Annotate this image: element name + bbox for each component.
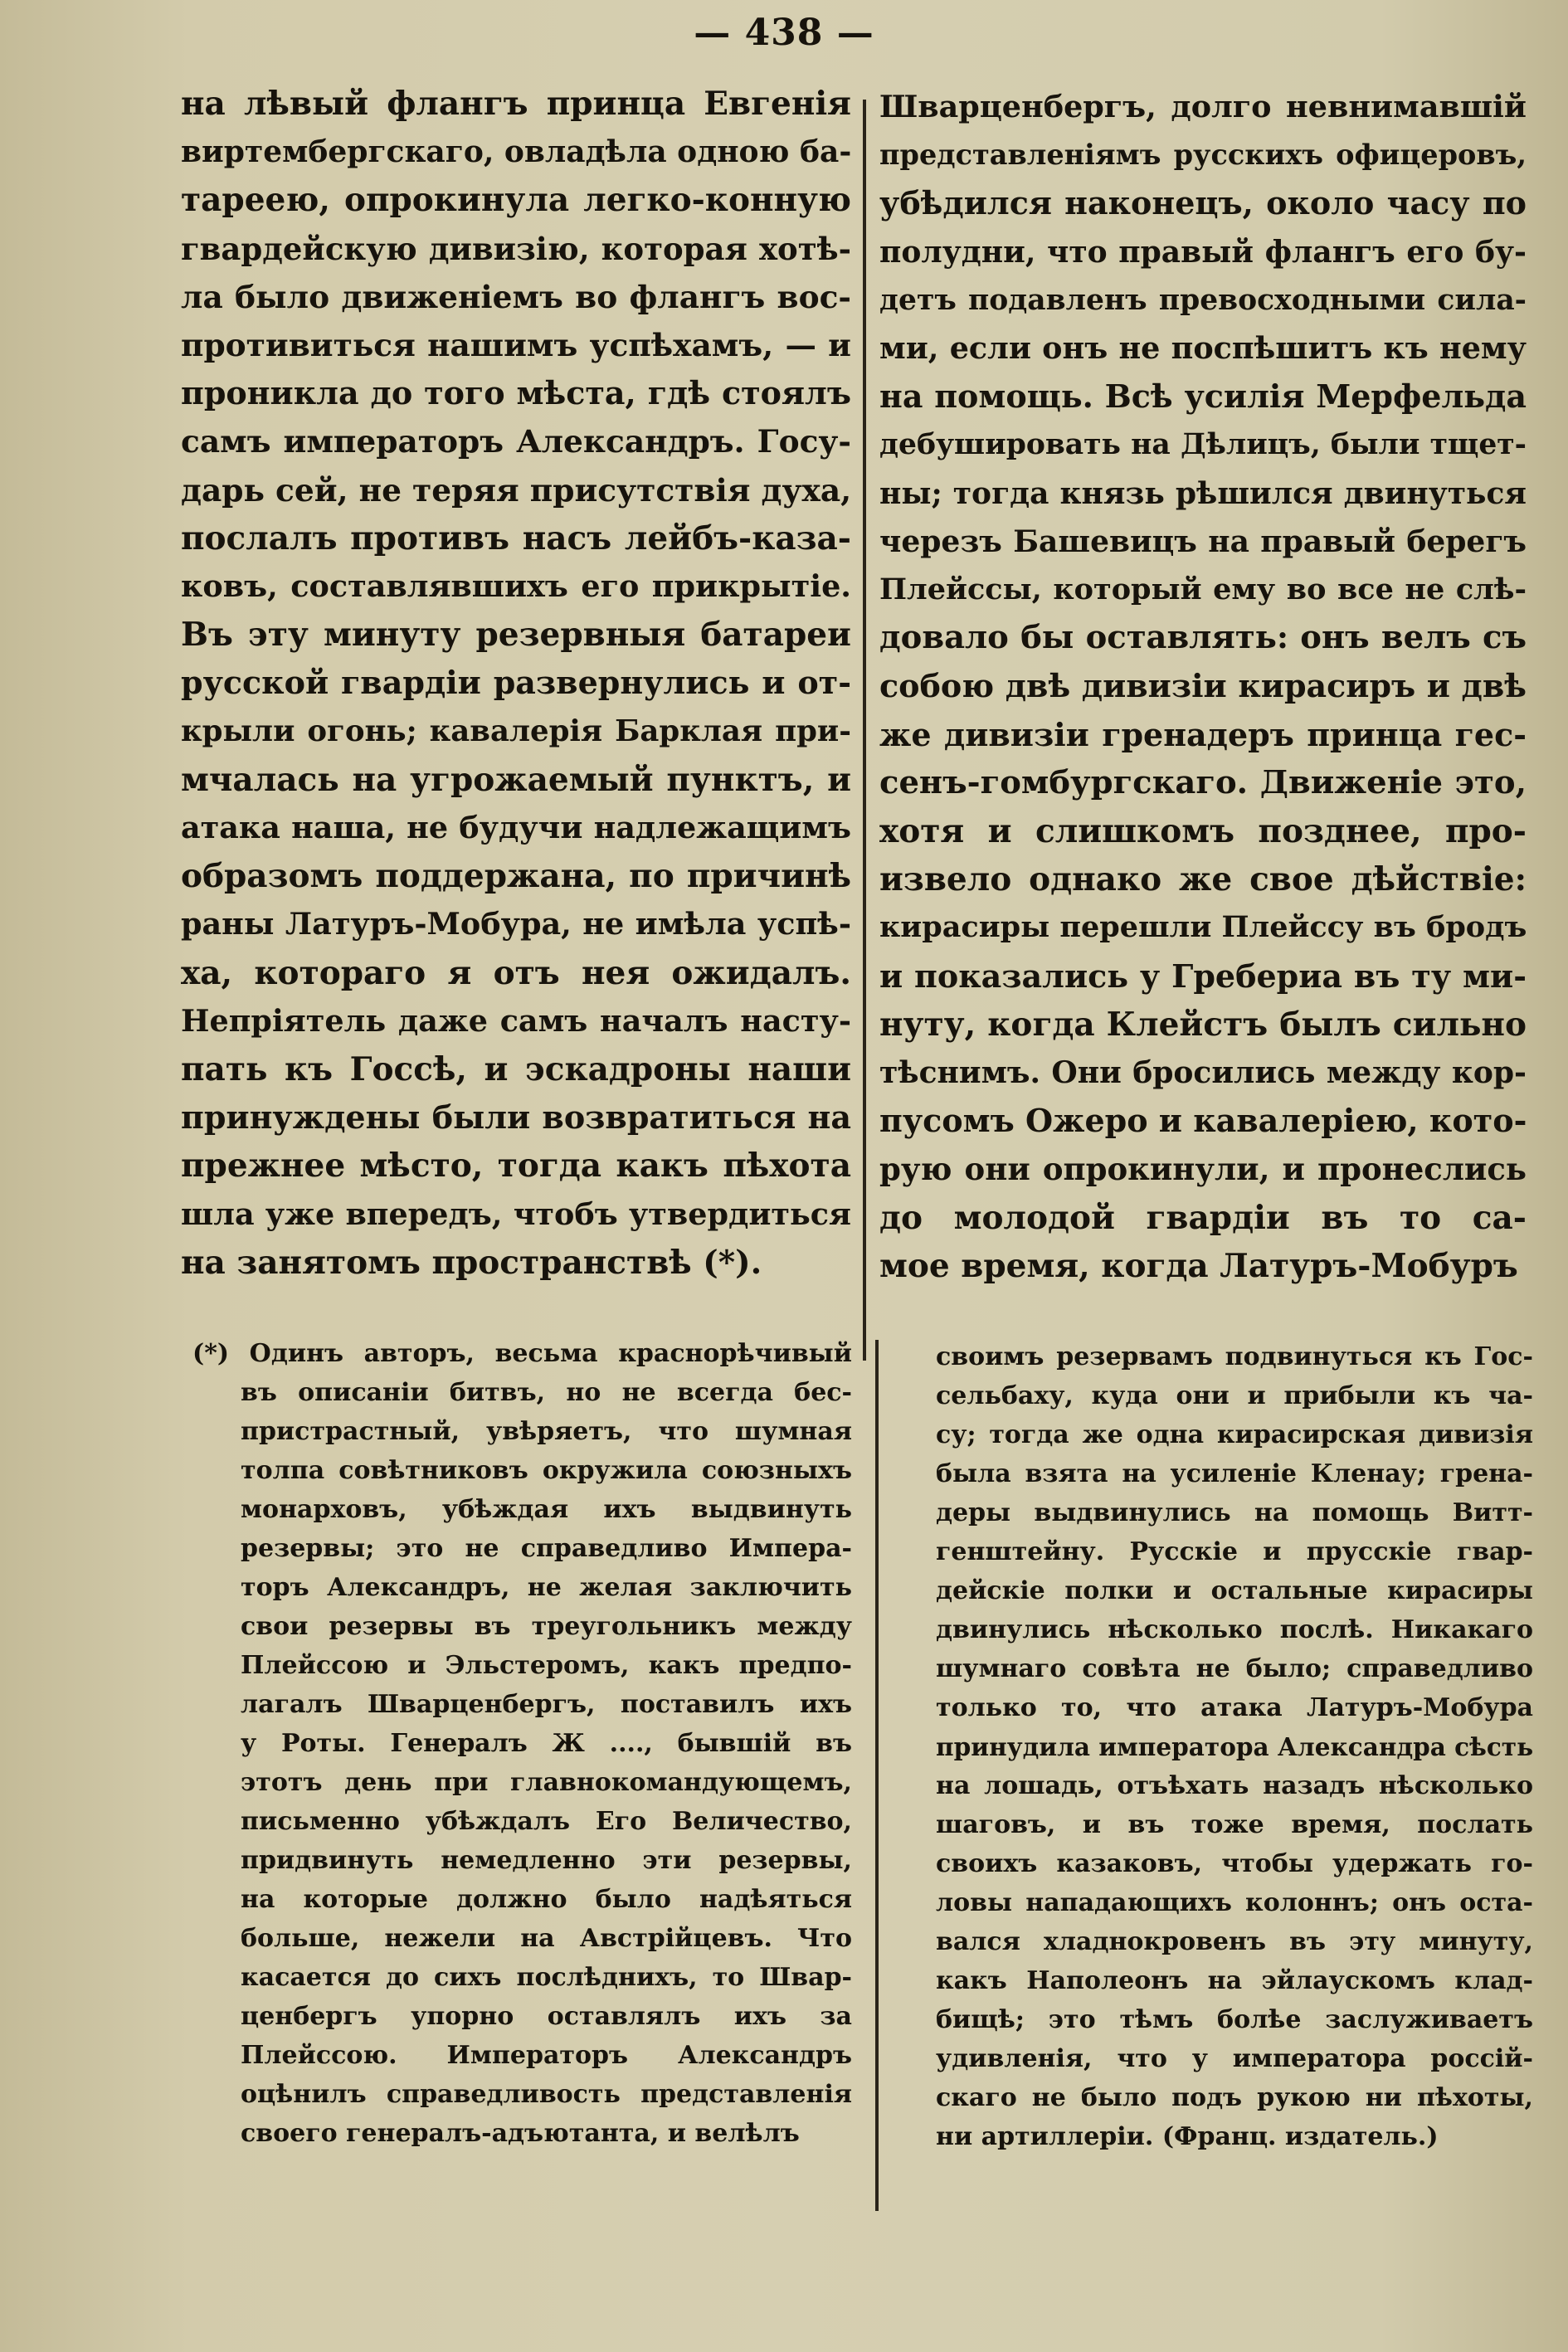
- text-line: больше, нежели на Австрійцевъ. Что: [241, 1924, 852, 1953]
- text-line: довало бы оставлять: онъ велъ съ: [879, 619, 1527, 657]
- text-line: Плейссою и Эльстеромъ, какъ предпо-: [241, 1651, 852, 1680]
- page-number: — 438 —: [694, 12, 874, 54]
- text-line: оцѣнилъ справедливость представленія: [241, 2080, 852, 2109]
- text-line: черезъ Башевицъ на правый берегъ: [879, 523, 1527, 559]
- text-line: прежнее мѣсто, тогда какъ пѣхота: [181, 1147, 851, 1186]
- left-column: [181, 80, 851, 1287]
- text-line: представленіямъ русскихъ офицеровъ,: [879, 139, 1527, 172]
- text-line: дарь сей, не теряя присутствія духа,: [181, 471, 852, 509]
- column-divider: [863, 100, 866, 1361]
- text-line: принуждены были возвратиться на: [181, 1098, 851, 1137]
- text-line: тѣснимъ. Они бросились между кор-: [879, 1055, 1527, 1091]
- text-line: русской гвардіи развернулись и от-: [181, 664, 851, 702]
- text-line: проникла до того мѣста, гдѣ стоялъ: [181, 374, 851, 412]
- text-line: пристрастный, увѣряетъ, что шумная: [241, 1417, 852, 1446]
- text-line: касается до сихъ послѣднихъ, то Швар-: [241, 1963, 852, 1992]
- text-line: извело однако же свое дѣйствіе:: [879, 860, 1527, 899]
- text-line: пусомъ Ожеро и кавалеріею, кото-: [879, 1102, 1527, 1140]
- text-line: мчалась на угрожаемый пунктъ, и: [181, 760, 851, 799]
- text-line: рую они опрокинули, и пронеслись: [879, 1151, 1527, 1188]
- text-line: убѣдился наконецъ, около часу по: [879, 184, 1527, 222]
- text-line: Въ эту минуту резервныя батареи: [181, 616, 851, 655]
- text-line: тареею, опрокинула легко-конную: [181, 181, 851, 220]
- text-line: принудила императора Александра сѣсть: [936, 1732, 1534, 1761]
- text-line: ценбергъ упорно оставлялъ ихъ за: [241, 2002, 852, 2031]
- text-line: Непріятель даже самъ началъ насту-: [181, 1002, 851, 1039]
- text-line: пать къ Госсѣ, и эскадроны наши: [181, 1050, 851, 1089]
- text-line: шаговъ, и въ тоже время, послать: [936, 1810, 1533, 1839]
- text-line: вался хладнокровенъ въ эту минуту,: [936, 1927, 1533, 1956]
- text-line: у Роты. Генералъ Ж ...., бывшій въ: [241, 1729, 852, 1758]
- text-line: на помощь. Всѣ усилія Мерфельда: [879, 377, 1527, 416]
- text-line: шла уже впередъ, чтобъ утвердиться: [181, 1195, 851, 1232]
- text-line: ла было движеніемъ во флангъ вос-: [181, 278, 851, 315]
- text-line: крыли огонь; кавалерія Барклая при-: [181, 713, 851, 748]
- text-line: въ описаніи битвъ, но не всегда бес-: [241, 1378, 852, 1407]
- text-line: письменно убѣждалъ Его Величество,: [241, 1807, 852, 1836]
- right-column: [879, 83, 1527, 1290]
- text-line: же дивизіи гренадеръ принца гес-: [879, 715, 1527, 753]
- text-line: ковъ, составлявшихъ его прикрытіе.: [181, 568, 851, 605]
- text-line: ми, если онъ не поспѣшитъ къ нему: [879, 330, 1527, 367]
- text-line: бищѣ; это тѣмъ болѣе заслуживаетъ: [936, 2005, 1533, 2034]
- text-line: собою двѣ дивизіи кирасиръ и двѣ: [879, 667, 1527, 705]
- text-line: какъ Наполеонъ на эйлаускомъ клад-: [936, 1966, 1533, 1995]
- text-line: нуту, когда Клейстъ былъ сильно: [879, 1005, 1527, 1044]
- text-line: была взята на усиленіе Кленау; грена-: [936, 1459, 1533, 1488]
- text-line: на лѣвый флангъ принца Евгенія: [181, 85, 851, 123]
- text-line: ни артиллеріи. (Франц. издатель.): [936, 2122, 1439, 2151]
- text-line: мое время, когда Латуръ-Мобуръ: [879, 1246, 1518, 1285]
- text-line: лагалъ Шварценбергъ, поставилъ ихъ: [241, 1690, 852, 1719]
- text-line: генштейну. Русскіе и прусскіе гвар-: [936, 1537, 1533, 1566]
- text-line: свои резервы въ треугольникъ между: [241, 1612, 852, 1641]
- text-line: сенъ-гомбургскаго. Движеніе это,: [879, 763, 1527, 801]
- text-line: атака наша, не будучи надлежащимъ: [181, 810, 851, 846]
- text-line: деры выдвинулись на помощь Витт-: [936, 1498, 1533, 1527]
- text-line: и показались у Гребериа въ ту ми-: [879, 957, 1527, 995]
- text-line: толпа совѣтниковъ окружила союзныхъ: [241, 1456, 852, 1485]
- footnote-divider: [875, 1340, 879, 2211]
- text-line: этотъ день при главнокомандующемъ,: [241, 1768, 852, 1797]
- text-line: сельбаху, куда они и прибыли къ ча-: [936, 1381, 1533, 1410]
- text-line: двинулись нѣсколько послѣ. Никакаго: [936, 1615, 1533, 1644]
- text-line: своимъ резервамъ подвинуться къ Гос-: [936, 1342, 1533, 1371]
- text-line: хотя и слишкомъ позднее, про-: [879, 812, 1527, 851]
- text-line: торъ Александръ, не желая заключить: [241, 1573, 852, 1602]
- text-line: противиться нашимъ успѣхамъ, — и: [181, 327, 851, 364]
- text-line: скаго не было подъ рукою ни пѣхоты,: [936, 2083, 1533, 2112]
- text-line: придвинуть немедленно эти резервы,: [241, 1846, 852, 1875]
- text-line: монарховъ, убѣждая ихъ выдвинуть: [241, 1495, 852, 1524]
- text-line: резервы; это не справедливо Импера-: [241, 1534, 852, 1563]
- text-line: на занятомъ пространствѣ (*).: [181, 1243, 762, 1282]
- text-line: своихъ казаковъ, чтобы удержать го-: [936, 1849, 1533, 1878]
- text-line: шумнаго совѣта не было; справедливо: [936, 1654, 1533, 1683]
- text-line: дебушировать на Дѣлицъ, были тщет-: [879, 428, 1527, 462]
- text-line: раны Латуръ-Мобура, не имѣла успѣ-: [181, 906, 851, 942]
- text-line: Плейссою. Императоръ Александръ: [241, 2041, 852, 2070]
- text-line: до молодой гвардіи въ то са-: [879, 1198, 1527, 1237]
- footnote-right: [936, 1337, 1533, 2156]
- text-line: на которые должно было надѣяться: [241, 1885, 852, 1914]
- text-line: детъ подавленъ превосходными сила-: [879, 283, 1527, 317]
- text-line: полудни, что правый флангъ его бу-: [879, 234, 1527, 270]
- text-line: гвардейскую дивизію, которая хотѣ-: [181, 230, 851, 267]
- text-line: удивленія, что у императора россій-: [936, 2044, 1533, 2073]
- text-line: (*) Одинъ авторъ, весьма краснорѣчивый: [192, 1339, 852, 1368]
- text-line: су; тогда же одна кирасирская дивизія: [936, 1420, 1533, 1449]
- text-line: ловы нападающихъ колоннъ; онъ оста-: [936, 1888, 1533, 1917]
- text-line: дейскіе полки и остальные кирасиры: [936, 1576, 1533, 1605]
- text-line: виртембергскаго, овладѣла одною ба-: [181, 134, 852, 170]
- text-line: образомъ поддержана, по причинѣ: [181, 857, 851, 896]
- text-line: ны; тогда князь рѣшился двинуться: [879, 475, 1527, 511]
- text-line: самъ императоръ Александръ. Госу-: [181, 423, 851, 460]
- footnote-left: [192, 1334, 852, 2153]
- text-line: послалъ противъ насъ лейбъ-каза-: [181, 519, 851, 558]
- text-line: кирасиры перешли Плейссу въ бродъ: [879, 910, 1527, 945]
- text-line: на лошадь, отъѣхать назадъ нѣсколько: [936, 1771, 1533, 1800]
- text-line: только то, что атака Латуръ-Мобура: [936, 1693, 1533, 1722]
- text-line: своего генералъ-адъютанта, и велѣлъ: [241, 2119, 800, 2148]
- text-line: ха, котораго я отъ нея ожидалъ.: [181, 953, 851, 992]
- text-line: Плейссы, который ему во все не слѣ-: [879, 572, 1527, 607]
- text-line: Шварценбергъ, долго невнимавшій: [879, 89, 1527, 124]
